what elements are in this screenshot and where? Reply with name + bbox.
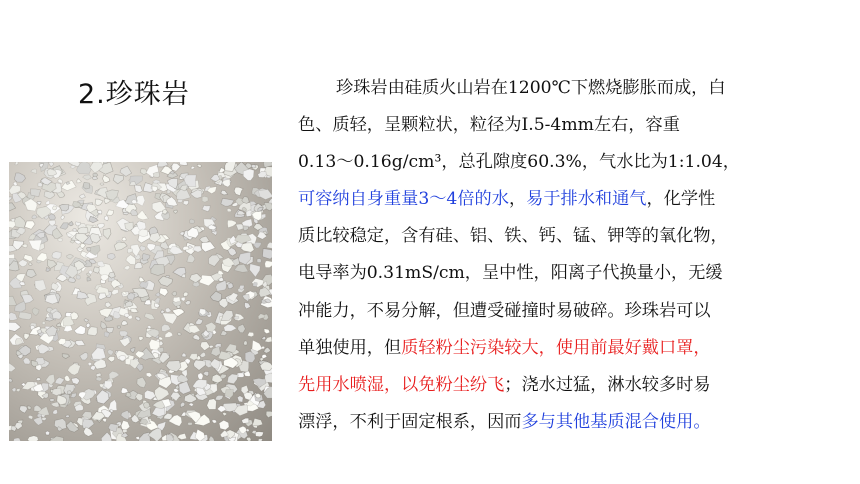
granule: [258, 171, 267, 177]
granule: [207, 399, 217, 410]
granule: [162, 324, 171, 331]
granule: [209, 436, 214, 441]
granule: [252, 340, 262, 351]
granule: [108, 357, 115, 363]
granule: [179, 162, 188, 165]
granule: [107, 210, 114, 216]
granule: [175, 385, 179, 389]
granule: [246, 437, 251, 441]
granule: [77, 179, 82, 183]
granule: [139, 229, 148, 237]
granule: [177, 332, 181, 336]
granule: [190, 219, 195, 224]
granule: [225, 344, 236, 353]
granule: [120, 166, 132, 176]
granule: [101, 274, 109, 281]
granule: [19, 260, 28, 267]
granule: [120, 331, 128, 336]
granule: [243, 169, 254, 180]
granule: [165, 332, 173, 338]
granule: [151, 265, 165, 276]
granule: [234, 187, 243, 195]
granule: [12, 388, 16, 392]
granule: [127, 248, 132, 253]
granule: [266, 411, 272, 418]
granule: [16, 389, 20, 392]
granule: [46, 201, 50, 205]
granule: [95, 199, 103, 206]
granule: [196, 319, 203, 325]
granule: [19, 406, 27, 413]
granule: [53, 410, 58, 414]
granule: [15, 162, 18, 165]
granule: [187, 254, 195, 263]
granule: [49, 162, 54, 167]
granule: [140, 169, 147, 175]
granule: [9, 322, 21, 331]
granule: [155, 298, 161, 304]
granule: [100, 183, 104, 185]
granule: [103, 229, 111, 240]
granule: [140, 246, 146, 251]
highlight-blue-text: 可容纳自身重量3～4倍的水: [298, 189, 509, 210]
granule: [24, 255, 34, 262]
granule: [88, 362, 92, 365]
text-span: 质比较稳定，含有硅、铝、铁、钙、锰、钾等的氧化物，: [298, 226, 728, 247]
granule: [14, 438, 21, 441]
description-paragraph: [298, 70, 838, 441]
text-span: 单独使用，但: [298, 337, 402, 358]
granule: [142, 254, 150, 261]
granule: [79, 194, 85, 199]
granule: [68, 363, 81, 375]
granule: [255, 432, 263, 437]
granule: [45, 431, 49, 435]
granule: [96, 377, 102, 381]
granule: [189, 403, 194, 406]
granule: [152, 407, 165, 417]
granule: [241, 243, 254, 253]
granule: [91, 348, 105, 360]
granule: [36, 364, 42, 370]
text-span: 冲能力，不易分解，但遭受碰撞时易破碎。珍珠岩可以: [298, 300, 711, 321]
granule: [37, 253, 48, 262]
granule: [101, 321, 107, 329]
granule: [77, 291, 89, 299]
granule: [35, 280, 46, 291]
granule: [137, 377, 146, 388]
granule: [27, 406, 31, 410]
granule: [84, 319, 89, 323]
granule: [245, 303, 251, 309]
granule: [221, 190, 228, 195]
granule: [122, 237, 126, 241]
granule: [265, 337, 272, 342]
granule: [210, 291, 222, 302]
text-span: ，: [508, 189, 527, 210]
granule: [158, 276, 172, 286]
granule: [262, 249, 272, 260]
granule: [98, 261, 105, 267]
highlight-red-text: 先用水喷湿，以免粉尘纷飞: [298, 374, 505, 395]
granule: [197, 164, 202, 167]
granule: [61, 215, 65, 219]
granule: [135, 262, 143, 269]
granule: [242, 294, 249, 301]
granule: [222, 412, 226, 416]
text-span: 珍珠岩由硅质火山岩在1200℃下燃烧膨胀而成，白: [336, 78, 726, 98]
granule: [228, 220, 237, 228]
granule: [37, 344, 50, 354]
granule: [103, 418, 107, 422]
granule: [138, 432, 150, 441]
text-span: 漂浮，不利于固定根系，因而: [298, 411, 522, 432]
granule: [198, 373, 203, 380]
granule: [64, 375, 70, 381]
granule: [203, 371, 209, 376]
granule: [83, 175, 92, 180]
granule: [130, 348, 135, 353]
granule: [93, 267, 99, 274]
granule: [25, 221, 35, 230]
granule: [23, 358, 30, 365]
granule: [180, 402, 185, 407]
granule: [183, 246, 189, 250]
granule: [179, 381, 191, 394]
text-line: [298, 107, 838, 144]
granule: [52, 388, 61, 396]
granule: [29, 263, 33, 266]
granule: [113, 174, 123, 184]
granule: [193, 334, 200, 340]
granule: [209, 345, 213, 348]
granule: [242, 418, 250, 423]
granule: [202, 196, 208, 202]
granule: [29, 240, 42, 251]
text-line: [298, 255, 838, 292]
text-span: ，化学性: [646, 189, 716, 210]
granule: [210, 359, 220, 370]
granule: [201, 242, 215, 252]
granule: [32, 308, 39, 316]
granule: [172, 292, 177, 297]
granule: [219, 420, 229, 430]
granule: [69, 221, 74, 225]
granule: [88, 327, 98, 336]
granule: [37, 201, 41, 205]
granule: [56, 323, 61, 327]
granule: [224, 325, 237, 332]
granule: [82, 419, 94, 429]
granule: [212, 420, 217, 423]
granule: [267, 242, 272, 248]
granule: [166, 308, 172, 313]
granule: [80, 353, 88, 361]
text-line: [298, 70, 838, 107]
perlite-photo: [9, 162, 272, 441]
granule: [189, 323, 194, 326]
perlite-granules-image: [9, 162, 272, 441]
granule: [114, 242, 127, 251]
granule: [209, 255, 221, 266]
granule: [265, 261, 272, 268]
slide-title: 2.珍珠岩: [78, 79, 190, 110]
text-line: [298, 367, 838, 404]
granule: [159, 288, 168, 296]
granule: [62, 354, 69, 359]
text-line: [298, 144, 838, 181]
granule: [24, 333, 30, 339]
granule: [84, 427, 94, 436]
granule: [121, 410, 129, 419]
granule: [59, 204, 69, 211]
granule: [9, 296, 17, 306]
granule: [194, 360, 206, 370]
granule: [183, 201, 189, 206]
granule: [52, 252, 61, 260]
granule: [28, 415, 33, 419]
highlight-red-text: 质轻粉尘污染较大，使用前最好戴口罩，: [401, 337, 711, 358]
granule: [58, 179, 63, 184]
granule: [93, 173, 98, 177]
granule: [258, 439, 263, 441]
granule: [83, 182, 90, 189]
granule: [98, 293, 106, 300]
text-span: 色、质轻，呈颗粒状，粒径为I.5-4mm左右，容重: [298, 115, 680, 136]
granule: [215, 395, 223, 400]
granule: [248, 332, 254, 337]
granule: [55, 377, 64, 384]
granule: [67, 254, 74, 259]
granule: [108, 350, 114, 356]
granule: [60, 223, 68, 230]
text-span: 电导率为0.31mS/cm，呈中性，阳离子代换量小，无缓: [298, 263, 723, 284]
granule: [86, 323, 90, 328]
granule: [132, 200, 137, 204]
granule: [243, 226, 249, 231]
granule: [200, 352, 206, 357]
granule: [243, 341, 247, 346]
text-line: [298, 181, 838, 218]
granule: [9, 197, 12, 201]
granule: [108, 253, 116, 259]
granule: [58, 339, 66, 345]
granule: [28, 436, 39, 441]
granule: [36, 378, 41, 381]
granule: [182, 353, 186, 357]
granule: [9, 363, 16, 372]
text-line: [298, 404, 838, 441]
granule: [221, 374, 227, 379]
granule: [257, 259, 261, 263]
granule: [228, 283, 233, 289]
granule: [258, 189, 272, 199]
granule: [140, 282, 149, 288]
granule: [121, 388, 128, 394]
granule: [42, 417, 47, 420]
granule: [139, 337, 143, 341]
granule: [218, 270, 224, 275]
granule: [42, 321, 45, 325]
granule: [120, 337, 131, 347]
granule: [227, 374, 238, 384]
text-line: [298, 293, 838, 330]
granule: [227, 208, 231, 211]
text-span: 0.13～0.16g/cm³，总孔隙度60.3%，气水比为1:1.04，: [298, 152, 740, 173]
granule: [234, 316, 239, 319]
granule: [74, 326, 85, 335]
granule: [75, 340, 85, 346]
granule: [33, 417, 43, 426]
granule: [121, 321, 127, 326]
granule: [159, 337, 163, 340]
granule: [181, 297, 185, 301]
granule: [202, 205, 210, 211]
granule: [124, 266, 130, 270]
granule: [261, 336, 265, 339]
highlight-blue-text: 多与其他基质混合使用。: [521, 411, 711, 432]
granule: [144, 313, 154, 320]
granule: [103, 175, 110, 182]
granule: [173, 297, 180, 303]
highlight-blue-text: 易于排水和通气: [526, 189, 647, 210]
granule: [19, 312, 32, 320]
granule: [9, 203, 16, 211]
granule: [184, 394, 197, 403]
granule: [146, 373, 152, 377]
granule: [104, 216, 108, 221]
granule: [15, 301, 26, 312]
granule: [252, 418, 263, 426]
granule: [136, 393, 143, 401]
granule: [228, 248, 237, 256]
granule: [14, 216, 26, 228]
granule: [96, 373, 101, 377]
granule: [264, 329, 270, 334]
granule: [117, 326, 121, 329]
text-line: [298, 218, 838, 255]
granule: [121, 421, 130, 430]
granule: [130, 209, 137, 215]
granule: [189, 354, 197, 360]
granule: [87, 277, 91, 281]
granule: [251, 165, 256, 169]
granule: [191, 166, 195, 169]
granule: [200, 342, 210, 351]
granule: [131, 308, 138, 312]
granule: [44, 191, 55, 199]
granule: [31, 169, 37, 174]
granule: [238, 324, 246, 333]
granule: [53, 206, 57, 210]
granule: [237, 396, 243, 402]
text-span: ；浇水过猛，淋水较多时易: [504, 374, 711, 395]
granule: [135, 185, 143, 193]
granule: [187, 227, 199, 238]
granule: [27, 270, 37, 278]
granule: [109, 371, 119, 379]
granule: [105, 302, 111, 308]
granule: [136, 317, 141, 321]
granule: [262, 346, 265, 349]
granule: [9, 312, 17, 320]
granule: [76, 275, 80, 279]
granule: [70, 240, 75, 243]
granule: [111, 289, 118, 295]
granule: [250, 264, 261, 277]
granule: [139, 277, 145, 282]
granule: [66, 415, 70, 418]
granule: [173, 210, 177, 213]
granule: [172, 163, 181, 171]
text-line: [298, 330, 838, 367]
granule: [185, 301, 191, 305]
granule: [14, 173, 25, 182]
granule: [9, 378, 13, 382]
granule: [137, 210, 148, 220]
granule: [183, 292, 188, 297]
granule: [216, 280, 227, 291]
granule: [9, 221, 16, 228]
granule: [71, 378, 79, 385]
granule: [108, 400, 117, 411]
granule: [48, 214, 55, 221]
granule: [188, 422, 193, 425]
granule: [32, 215, 37, 219]
granule: [50, 399, 55, 402]
